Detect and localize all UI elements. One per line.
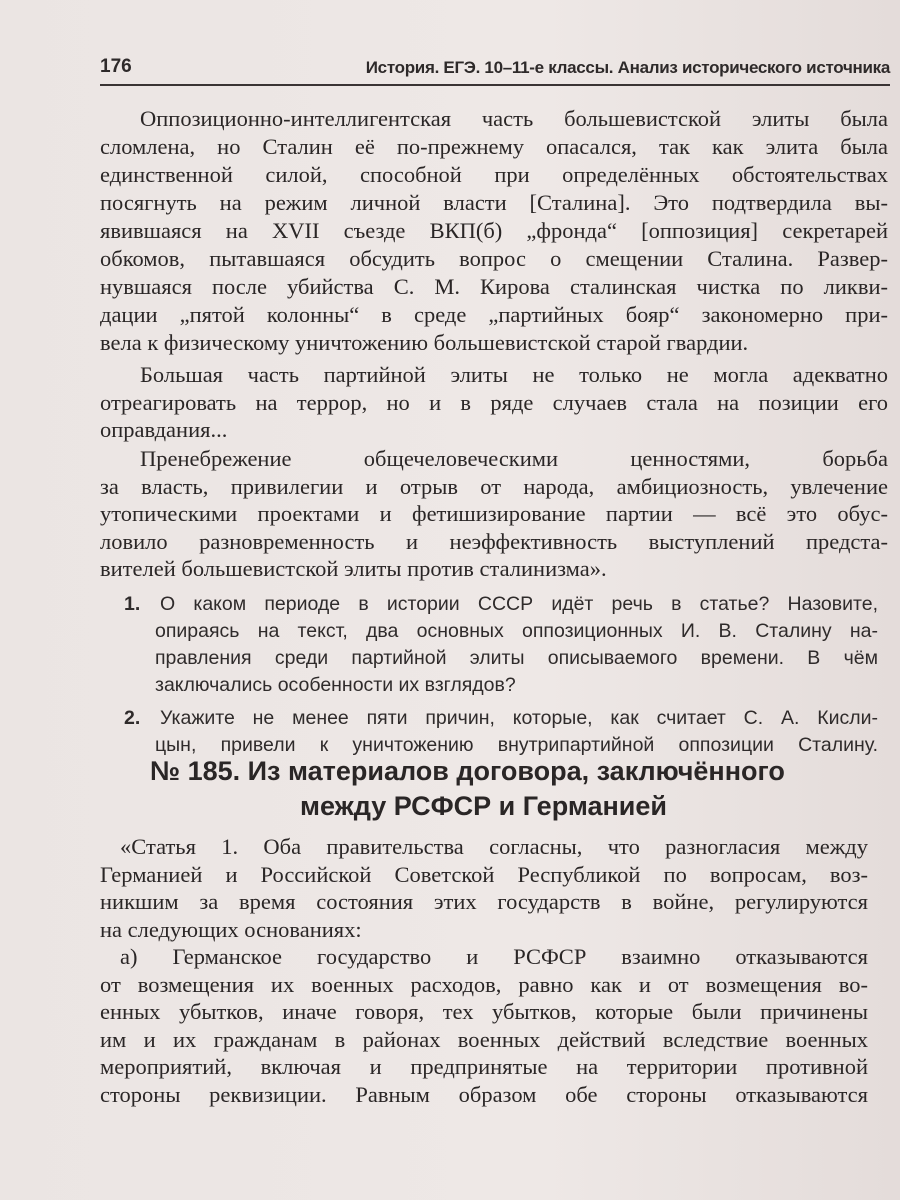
text-line: Оппозиционно-интеллигентская часть большевистской элиты была	[140, 106, 888, 131]
text-line: Пренебрежение общечеловеческими ценностями, борьба	[140, 446, 888, 471]
text-line: Укажите не менее пяти причин, которые, как считает С. А. Кисли-	[160, 707, 878, 729]
text-line: отреагировать на террор, но и в ряде случаев стала на позиции его	[100, 389, 888, 415]
text-line: за власть, привилегии и отрыв от народа, амбициозность, увлечение	[100, 473, 888, 499]
text-line: цын, привели к уничтожению внутрипартийной оппозиции Сталину.	[155, 734, 878, 756]
text-line: енных убытков, иначе говоря, тех убытков, которые были причинены	[100, 999, 868, 1024]
text-line: Германией и Российской Советской Республикой по вопросам, воз-	[100, 861, 868, 887]
text-line: мероприятий, включая и предпринятые на территории противной	[100, 1054, 868, 1079]
text-line: дации „пятой колонны“ в среде „партийных бояр“ закономерно при-	[100, 302, 888, 327]
text-line: им и их гражданам в районах военных действий вследствие военных	[100, 1026, 868, 1052]
text-line: опираясь на текст, два основных оппозиционных И. В. Сталину на-	[155, 620, 878, 642]
running-title: История. ЕГЭ. 10–11-е классы. Анализ исторического источника	[365, 58, 890, 77]
text-line: оправдания...	[100, 417, 228, 442]
text-line: вителей большевистской элиты против сталинизма».	[100, 556, 607, 581]
page-number: 176	[100, 56, 132, 77]
text-line: правления среди партийной элиты описываемого времени. В чём	[155, 647, 878, 669]
text-line: Большая часть партийной элиты не только не могла адекватно	[140, 362, 888, 387]
section-title-line-2: между РСФСР и Германией	[300, 791, 667, 821]
text-line: на следующих основаниях:	[100, 916, 362, 942]
text-line: О каком периоде в истории СССР идёт речь в статье? Назовите,	[160, 593, 878, 615]
question-number: 2.	[124, 707, 141, 729]
text-line: заключались особенности их взглядов?	[155, 674, 516, 696]
text-line: а) Германское государство и РСФСР взаимно отказываются	[120, 944, 868, 969]
text-line: сломлена, но Сталин её по-прежнему опасался, так как элита была	[100, 134, 888, 159]
text-line: вела к физическому уничтожению большевистской старой гвардии.	[100, 330, 749, 355]
text-line: стороны реквизиции. Равным образом обе стороны отказываются	[100, 1081, 868, 1107]
text-line: утопическими проектами и фетишизирование партии — всё это обус-	[100, 501, 888, 526]
running-header	[100, 52, 890, 86]
text-line: «Статья 1. Оба правительства согласны, что разногласия между	[120, 834, 868, 859]
text-line: нувшаяся после убийства С. М. Кирова сталинская чистка по ликви-	[100, 274, 888, 299]
text-line: от возмещения их военных расходов, равно как и от возмещения во-	[100, 971, 868, 997]
text-line: обкомов, пытавшаяся обсудить вопрос о смещении Сталина. Развер-	[100, 246, 888, 271]
text-line: явившаяся на XVII съезде ВКП(б) „фронда“ [оппозиция] секретарей	[100, 218, 888, 243]
text-line: никшим за время состояния этих государств в войне, регулируются	[100, 889, 868, 914]
text-line: единственной силой, способной при определённых обстоятельствах	[100, 162, 888, 187]
text-line: посягнуть на режим личной власти [Сталина]. Это подтвердила вы-	[100, 190, 888, 215]
section-title-line-1: № 185. Из материалов договора, заключённого	[150, 756, 785, 786]
text-line: ловило разновременность и неэффективность выступлений предста-	[100, 528, 888, 554]
question-number: 1.	[124, 593, 141, 615]
